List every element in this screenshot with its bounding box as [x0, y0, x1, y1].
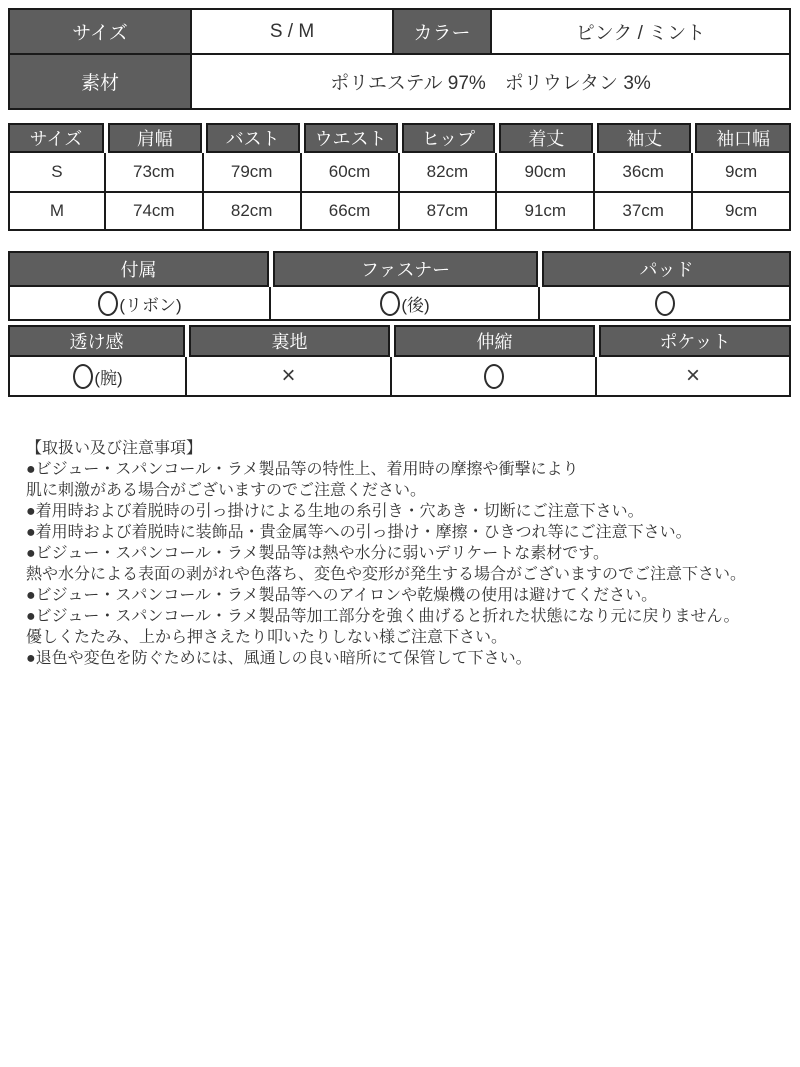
size-row-s-waist: 60cm — [302, 153, 400, 193]
fastener-note: (後) — [401, 295, 430, 315]
stretch-value — [392, 357, 597, 397]
stretch-header: 伸縮 — [394, 325, 595, 357]
size-row-m-hip: 87cm — [400, 193, 498, 231]
size-row-m-bust: 82cm — [204, 193, 302, 231]
lining-header: 裏地 — [189, 325, 390, 357]
care-note-line: ●着用時および着脱時の引っ掛けによる生地の糸引き・穴あき・切断にご注意下さい。 — [26, 503, 644, 520]
sheerness-value — [8, 357, 187, 397]
size-row-m-length: 91cm — [497, 193, 595, 231]
pad-value — [540, 287, 791, 321]
care-note-line: ●ビジュー・スパンコール・ラメ製品等は熱や水分に弱いデリケートな素材です。 — [26, 545, 609, 562]
circle-mark-icon — [98, 291, 118, 316]
size-row-s-hip: 82cm — [400, 153, 498, 193]
spec-material-value: ポリエステル 97% ポリウレタン 3% — [330, 73, 651, 94]
care-note-line: 熱や水分による表面の剥がれや色落ち、変色や変形が発生する場合がございますのでご注意下さい。 — [26, 566, 747, 583]
care-note-line: ●ビジュー・スパンコール・ラメ製品等へのアイロンや乾燥機の使用は避けてください。 — [26, 587, 658, 604]
cross-mark-icon: × — [281, 362, 296, 389]
size-row-s-shoulder: 73cm — [106, 153, 204, 193]
size-chart-header-sleeve: 袖丈 — [597, 123, 691, 153]
care-note-line: 肌に刺激がある場合がございますのでご注意ください。 — [26, 482, 427, 499]
care-note-line: ●着用時および着脱時に装飾品・貴金属等への引っ掛け・摩擦・ひきつれ等にご注意下さい。 — [26, 524, 692, 541]
size-row-m-waist: 66cm — [302, 193, 400, 231]
attachments-value — [8, 287, 271, 321]
sheerness-header: 透け感 — [8, 325, 185, 357]
attachments-table — [8, 251, 791, 321]
care-note-line: ●ビジュー・スパンコール・ラメ製品等加工部分を強く曲げると折れた状態になり元に戻りません。 — [26, 608, 740, 625]
size-chart-header-cuff: 袖口幅 — [695, 123, 791, 153]
attachments-header: 付属 — [8, 251, 269, 287]
care-note-line: 優しくたたみ、上から押さえたり叩いたりしない様ご注意下さい。 — [26, 629, 507, 646]
size-chart-header-hip: ヒップ — [402, 123, 496, 153]
size-row-s-bust: 79cm — [204, 153, 302, 193]
pad-header: パッド — [542, 251, 791, 287]
size-chart-table — [8, 123, 791, 231]
care-note-line: ●ビジュー・スパンコール・ラメ製品等の特性上、着用時の摩擦や衝撃により — [26, 461, 579, 478]
size-row-s-cuff: 9cm — [693, 153, 791, 193]
size-chart-header-waist: ウエスト — [304, 123, 398, 153]
pocket-value — [597, 357, 791, 397]
care-notes-title: 【取扱い及び注意事項】 — [26, 440, 203, 457]
circle-mark-icon — [380, 291, 400, 316]
size-row-m-shoulder: 74cm — [106, 193, 204, 231]
cross-mark-icon: × — [685, 362, 700, 389]
spec-material-label: 素材 — [10, 55, 192, 108]
fastener-value — [271, 287, 540, 321]
sheerness-note: (腕) — [94, 368, 123, 388]
spec-size-value: S / M — [192, 10, 394, 55]
care-note-line: ●退色や変色を防ぐためには、風通しの良い暗所にて保管して下さい。 — [26, 650, 532, 667]
size-chart-header-shoulder: 肩幅 — [108, 123, 202, 153]
circle-mark-icon — [655, 291, 675, 316]
circle-mark-icon — [484, 364, 504, 389]
size-row-s-length: 90cm — [497, 153, 595, 193]
attachments-note: (リボン) — [119, 295, 182, 315]
spec-color-label: カラー — [394, 10, 492, 55]
lining-value — [187, 357, 392, 397]
size-chart-header-length: 着丈 — [499, 123, 593, 153]
size-chart-header-size: サイズ — [8, 123, 104, 153]
size-chart-header-bust: バスト — [206, 123, 300, 153]
features-table — [8, 325, 791, 397]
size-row-s-sleeve: 36cm — [595, 153, 693, 193]
size-row-m-label: M — [8, 193, 106, 231]
spec-color-value: ピンク / ミント — [492, 10, 789, 55]
size-row-m-sleeve: 37cm — [595, 193, 693, 231]
fastener-header: ファスナー — [273, 251, 538, 287]
circle-mark-icon — [73, 364, 93, 389]
spec-size-label: サイズ — [10, 10, 192, 55]
pocket-header: ポケット — [599, 325, 791, 357]
care-notes-section — [26, 438, 792, 669]
size-row-s-label: S — [8, 153, 106, 193]
spec-table — [8, 8, 791, 110]
size-row-m-cuff: 9cm — [693, 193, 791, 231]
